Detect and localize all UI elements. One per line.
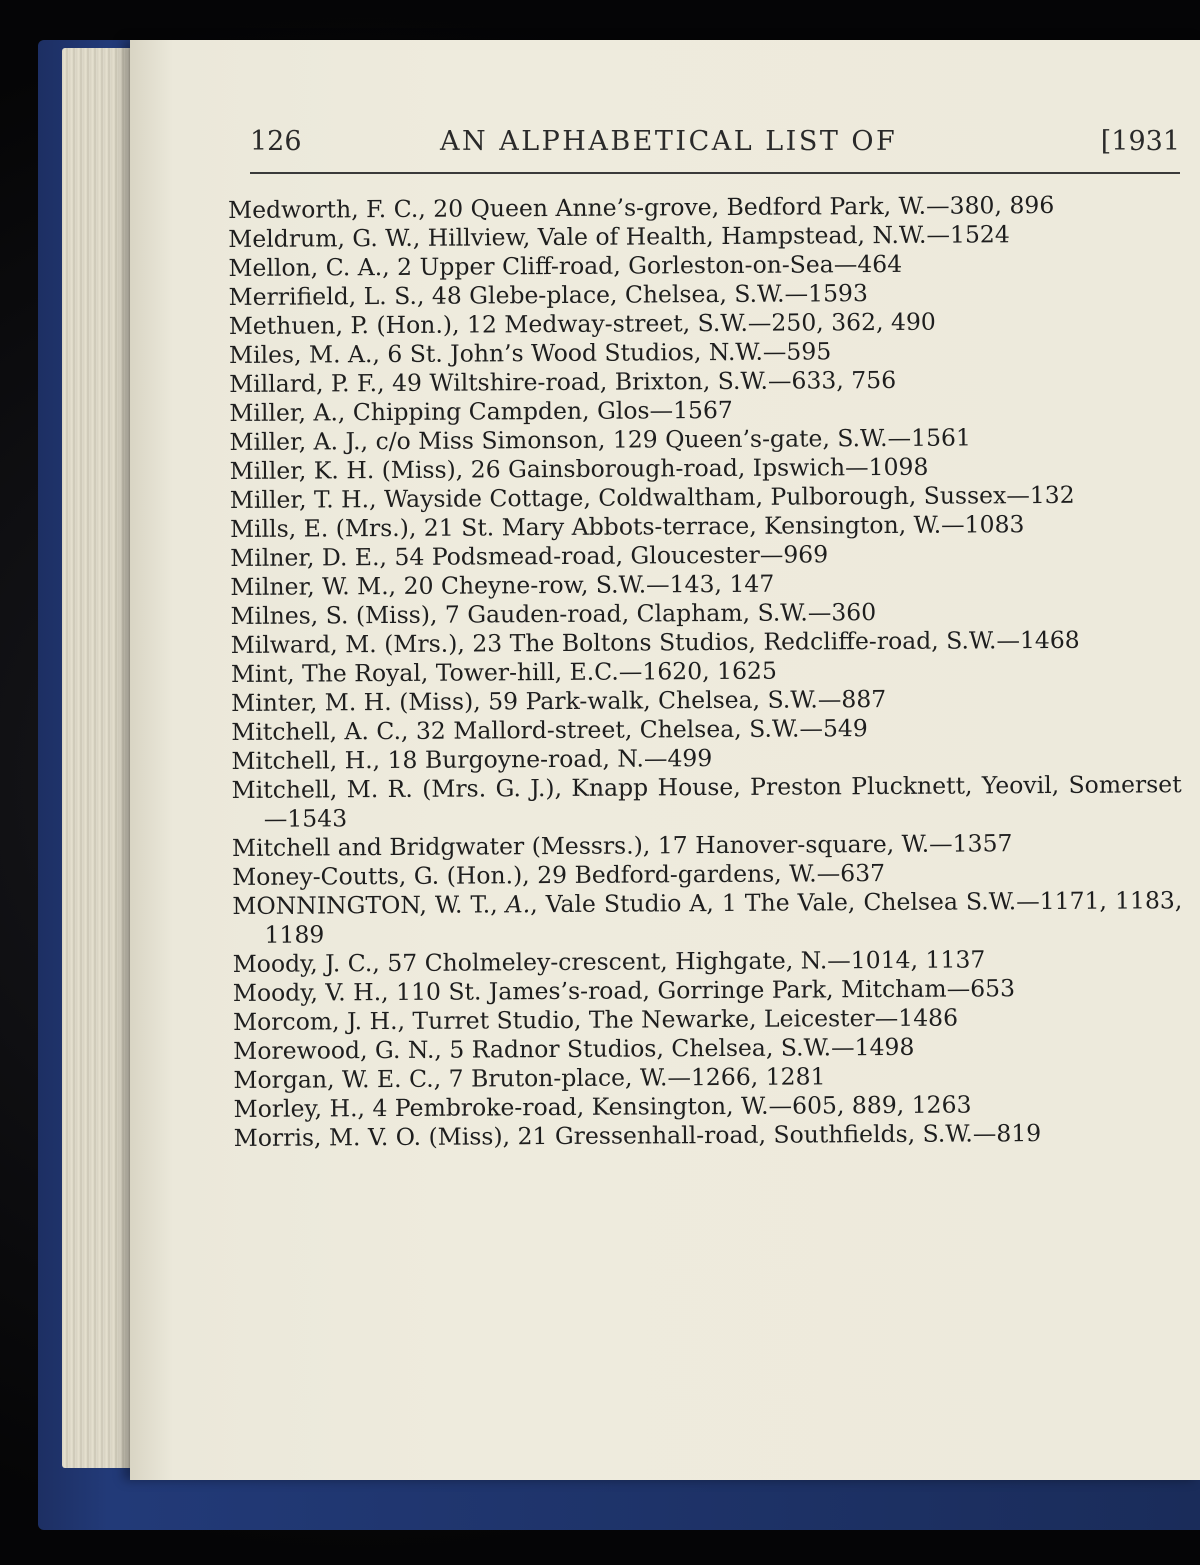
monnington-address: , Vale Studio A, 1 The Vale, Chelsea S.W.—1171, 1183, 1189: [264, 886, 1183, 949]
list-item: Mitchell, A. C., 32 Mallord-street, Chelsea, S.W.—549: [231, 714, 868, 746]
list-item: Methuen, P. (Hon.), 12 Medway-street, S.W.—250, 362, 490: [228, 307, 936, 340]
list-item: Moody, V. H., 110 St. James’s-road, Gorringe Park, Mitcham—653: [232, 974, 1016, 1007]
list-item: Morcom, J. H., Turret Studio, The Newarke, Leicester—1486: [232, 1003, 959, 1036]
monnington-title: A.: [505, 890, 531, 919]
entry-list: [228, 190, 1184, 1153]
list-item: Morris, M. V. O. (Miss), 21 Gressenhall-road, Southfields, S.W.—819: [233, 1119, 1042, 1152]
list-item: Miller, T. H., Wayside Cottage, Coldwaltham, Pulborough, Sussex—132: [229, 480, 1075, 514]
list-item: Morgan, W. E. C., 7 Bruton-place, W.—1266, 1281: [233, 1062, 826, 1094]
list-item: Mitchell, M. R. (Mrs. G. J.), Knapp House, Preston Plucknett, Yeovil, Somerset—1543: [231, 770, 1182, 833]
page-number: 126: [250, 126, 302, 157]
list-item: Millard, P. F., 49 Wiltshire-road, Brixton, S.W.—633, 756: [229, 365, 897, 398]
list-item: Mills, E. (Mrs.), 21 St. Mary Abbots-terrace, Kensington, W.—1083: [229, 510, 1025, 543]
list-item: Mitchell, H., 18 Burgoyne-road, N.—499: [231, 744, 713, 775]
header-rule: [250, 172, 1180, 174]
list-item: Milnes, S. (Miss), 7 Gauden-road, Clapham, S.W.—360: [230, 598, 877, 630]
list-item: Miller, A. J., c/o Miss Simonson, 129 Queen’s-gate, S.W.—1561: [229, 423, 971, 456]
list-item: Meldrum, G. W., Hillview, Vale of Health, Hampstead, N.W.—1524: [228, 220, 1010, 253]
list-item: Mitchell and Bridgwater (Messrs.), 17 Hanover-square, W.—1357: [231, 829, 1013, 862]
monnington-name: MONNINGTON, W. T.,: [232, 890, 506, 920]
list-item: Money-Coutts, G. (Hon.), 29 Bedford-gardens, W.—637: [232, 858, 886, 891]
list-item: Mellon, C. A., 2 Upper Cliff-road, Gorleston-on-Sea—464: [228, 249, 903, 282]
page-header: [250, 122, 1180, 168]
list-item: Miller, K. H. (Miss), 26 Gainsborough-road, Ipswich—1098: [229, 452, 929, 485]
list-item: Miller, A., Chipping Campden, Glos—1567: [229, 395, 733, 427]
list-item: Morley, H., 4 Pembroke-road, Kensington, W.—605, 889, 1263: [233, 1090, 972, 1123]
list-item-monnington: [232, 886, 1182, 950]
list-item: Milner, D. E., 54 Podsmead-road, Gloucester—969: [230, 540, 829, 572]
list-item: Minter, M. H. (Miss), 59 Park-walk, Chelsea, S.W.—887: [231, 684, 887, 717]
header-year: [1931: [1100, 126, 1180, 157]
list-item: Miles, M. A., 6 St. John’s Wood Studios, N.W.—595: [228, 337, 832, 369]
list-item: Medworth, F. C., 20 Queen Anne’s-grove, Bedford Park, W.—380, 896: [228, 190, 1055, 224]
list-item: Mint, The Royal, Tower-hill, E.C.—1620, 1625: [230, 656, 777, 688]
list-item: Milner, W. M., 20 Cheyne-row, S.W.—143, 147: [230, 569, 775, 601]
list-item: Milward, M. (Mrs.), 23 The Boltons Studios, Redcliffe-road, S.W.—1468: [230, 625, 1080, 659]
list-item: Morewood, G. N., 5 Radnor Studios, Chelsea, S.W.—1498: [233, 1032, 915, 1065]
running-title: AN ALPHABETICAL LIST OF: [440, 126, 898, 157]
list-item: Moody, J. C., 57 Cholmeley-crescent, Highgate, N.—1014, 1137: [232, 945, 986, 978]
list-item: Merrifield, L. S., 48 Glebe-place, Chelsea, S.W.—1593: [228, 279, 868, 311]
